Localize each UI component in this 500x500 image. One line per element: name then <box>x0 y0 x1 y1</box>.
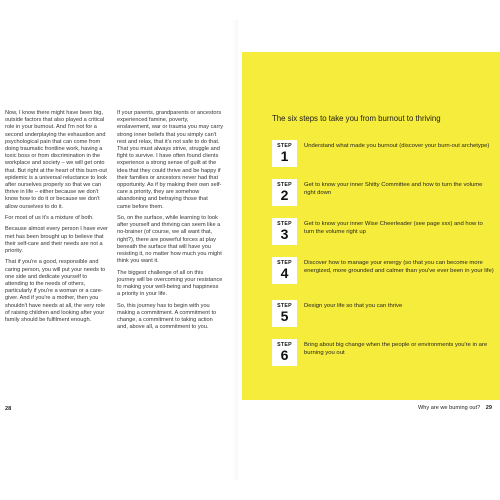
step-number: 6 <box>280 347 289 363</box>
step-text: Bring about big change when the people or environments you're in are burning you out <box>304 342 488 356</box>
step-2 <box>272 179 492 209</box>
paragraph: If your parents, grandparents or ancestors experienced famine, poverty, enslavement, war or trauma you may carry strong inner beliefs that you simply can't rest and relax, that it's not safe to do that. That you must always strive, struggle and fight to survive. I have often found clients experience a strong sense of guilt at the idea that they could thrive and be happy if their families or ancestors never had that opportunity. As if by making their own self-care a priority, they are somehow abandoning and betraying those that came before them. <box>117 110 224 210</box>
step-number: 2 <box>280 187 289 203</box>
step-1 <box>272 140 492 170</box>
step-number: 3 <box>280 226 289 242</box>
step-text: Design your life so that you can thrive <box>304 303 403 309</box>
paragraph: So, on the surface, while learning to look after yourself and thriving can seem like a no-brainer (of course, we all want that, right?), there are powerful forces at play beneath the surface that will have you resisting it, no matter how much you might think you want it. <box>117 215 222 265</box>
step-4 <box>272 257 492 287</box>
panel-heading: The six steps to take you from burnout to thriving <box>272 114 441 123</box>
left-page <box>0 0 238 500</box>
paragraph: For most of us it's a mixture of both. <box>5 215 94 222</box>
step-badge <box>272 140 297 167</box>
step-label: STEP <box>277 182 292 188</box>
paragraph: Now, I know there might have been big, outside factors that also played a critical role in your burnout. And I'm not for a second underplaying the exhaustion and psychological pain that can come from doing traumatic frontline work, having a toxic boss or from discrimination in the workplace and society – we will get onto that. But right at the heart of this burn-out epidemic is a universal reluctance to look after ourselves properly so that we can thrive in life – either because we don't know how to do it or because we don't allow ourselves to do it. <box>5 110 107 210</box>
step-label: STEP <box>277 221 292 227</box>
step-number: 4 <box>280 265 289 281</box>
left-column-1 <box>5 110 109 328</box>
step-badge <box>272 179 297 206</box>
step-text: Get to know your inner Shitty Committee and how to turn the volume right down <box>304 182 483 196</box>
step-6 <box>272 339 492 369</box>
step-text: Discover how to manage your energy (so that you can become more energized, more grounded and calmer than you've ever been in your life) <box>304 260 494 274</box>
left-column-2 <box>117 110 223 336</box>
step-3 <box>272 218 492 248</box>
step-badge <box>272 257 297 284</box>
step-text: Understand what made you burnout (discover your burn-out archetype) <box>304 143 490 149</box>
running-footer-title: Why are we burning out? <box>418 405 481 411</box>
step-label: STEP <box>277 143 292 149</box>
paragraph: So, this journey has to begin with you making a commitment. A commitment to change, a commitment to taking action and, above all, a commitment to you. <box>117 302 217 331</box>
step-badge <box>272 218 297 245</box>
step-badge <box>272 339 297 366</box>
page-number-right: 29 <box>485 405 492 411</box>
page-footer-right <box>418 405 492 411</box>
paragraph: Because almost every person I have ever met has been brought up to believe that their self-care and their needs are not a priority. <box>5 226 108 255</box>
step-label: STEP <box>277 303 292 309</box>
step-number: 5 <box>280 308 289 324</box>
paragraph: That if you're a good, responsible and caring person, you will put your needs to one side and dedicate yourself to attending to the needs of others, particularly if you're a woman or a care-giver. And if you're a mother, then you shouldn't have needs at all, the very role of raising children and looking after your family should be fulfilment enough. <box>5 259 106 324</box>
step-badge <box>272 300 297 327</box>
step-text: Get to know your inner Wise Cheerleader (see page xxx) and how to turn the volume right up <box>304 221 483 235</box>
paragraph: The biggest challenge of all on this journey will be overcoming your resistance to making your well-being and happiness a priority in your life. <box>117 269 223 298</box>
steps-panel <box>242 52 500 400</box>
page-number-left: 28 <box>5 406 12 412</box>
step-label: STEP <box>277 342 292 348</box>
step-label: STEP <box>277 260 292 266</box>
step-number: 1 <box>280 148 289 164</box>
step-5 <box>272 300 492 330</box>
